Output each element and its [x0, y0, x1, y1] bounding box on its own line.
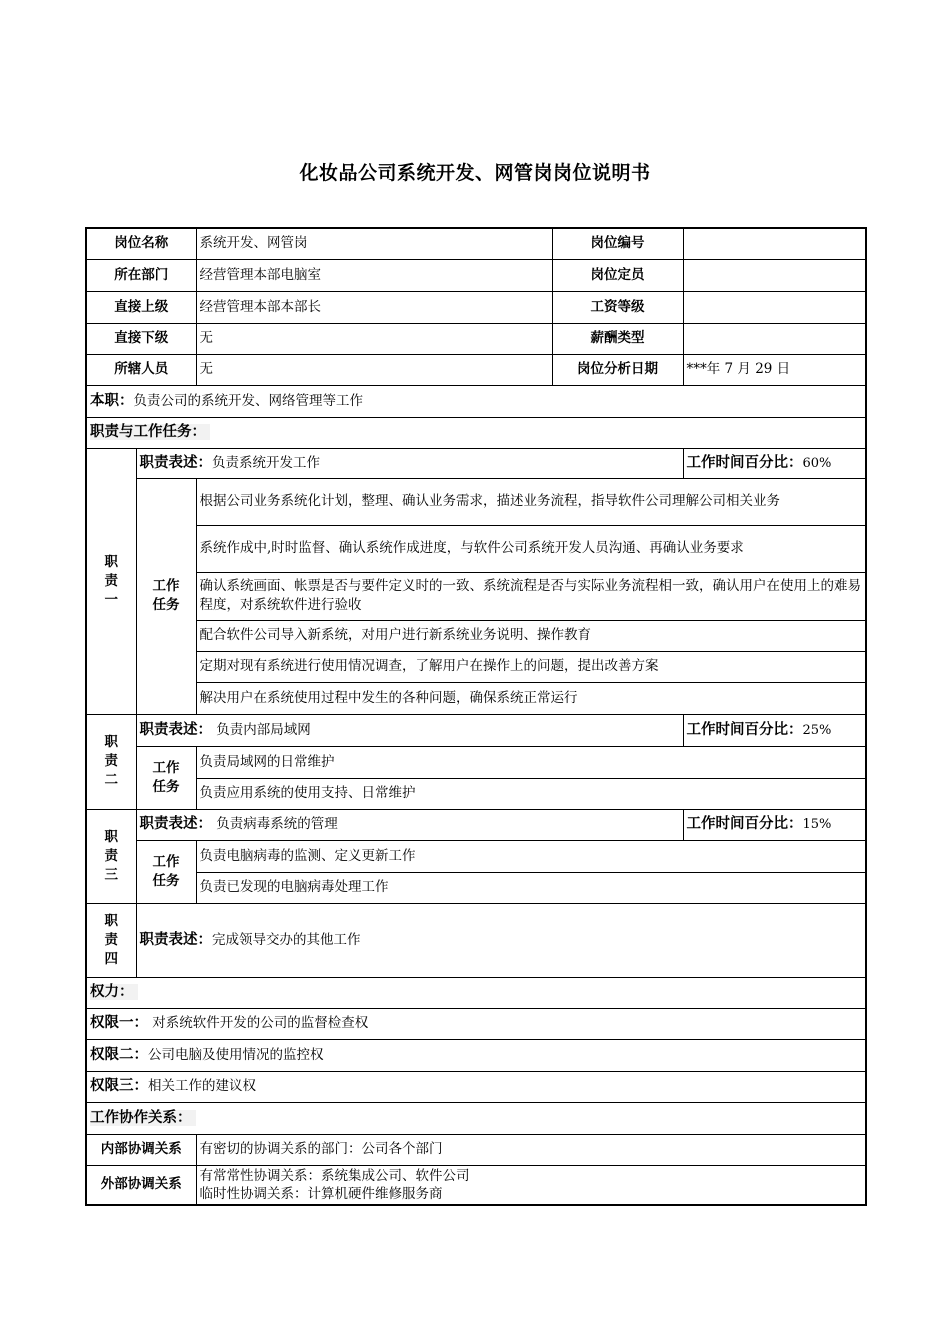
pay-type-value: [683, 323, 866, 354]
responsibility-2-task: 负责应用系统的使用支持、日常维护: [196, 778, 866, 809]
responsibility-1-task: 配合软件公司导入新系统，对用户进行新系统业务说明、操作教育: [196, 620, 866, 651]
power-heading: 权力：: [90, 984, 138, 1000]
quota-value: [683, 259, 866, 291]
internal-relations-label: 内部协调关系: [86, 1134, 196, 1165]
page-title: 化妆品公司系统开发、网管岗岗位说明书: [299, 162, 651, 184]
supervisor-value: 经营管理本部本部长: [196, 291, 552, 323]
power-item: 权限二：公司电脑及使用情况的监控权: [86, 1039, 866, 1071]
responsibility-3-label: 职 责 三: [86, 809, 136, 903]
department-value: 经营管理本部电脑室: [196, 259, 552, 291]
responsibility-1-task: 根据公司业务系统化计划，整理、确认业务需求，描述业务流程，指导软件公司理解公司相关业务: [196, 478, 866, 525]
staff-label: 所辖人员: [86, 354, 196, 385]
responsibility-1-task-label: 工作 任务: [136, 478, 196, 714]
responsibility-3-desc: 职责表述： 负责病毒系统的管理: [136, 809, 683, 840]
position-name-label: 岗位名称: [86, 228, 196, 259]
analysis-date-label: 岗位分析日期: [552, 354, 683, 385]
main-duty-label: 本职：: [90, 392, 134, 409]
responsibility-2-pct: 工作时间百分比：25%: [683, 714, 866, 746]
department-label: 所在部门: [86, 259, 196, 291]
analysis-date-value: ***年 7 月 29 日: [683, 354, 866, 385]
internal-relations-value: 有密切的协调关系的部门：公司各个部门: [196, 1134, 866, 1165]
responsibility-3-task-label: 工作 任务: [136, 840, 196, 903]
external-relations-value: 有常常性协调关系：系统集成公司、软件公司 临时性协调关系：计算机硬件维修服务商: [196, 1165, 866, 1205]
salary-grade-label: 工资等级: [552, 291, 683, 323]
responsibility-3-task: 负责已发现的电脑病毒处理工作: [196, 872, 866, 903]
relations-heading-row: [86, 1102, 866, 1134]
job-description-table: [85, 227, 867, 1206]
power-item: 权限一： 对系统软件开发的公司的监督检查权: [86, 1008, 866, 1039]
relations-heading: 工作协作关系：: [90, 1110, 196, 1126]
position-name-value: 系统开发、网管岗: [196, 228, 552, 259]
salary-grade-value: [683, 291, 866, 323]
main-duty-row: [86, 385, 866, 417]
power-item: 权限三：相关工作的建议权: [86, 1071, 866, 1102]
responsibility-4-desc: 职责表述：完成领导交办的其他工作: [136, 903, 866, 977]
supervisor-label: 直接上级: [86, 291, 196, 323]
tasks-heading-row: [86, 417, 866, 448]
external-relations-label: 外部协调关系: [86, 1165, 196, 1205]
subordinate-label: 直接下级: [86, 323, 196, 354]
responsibility-2-desc: 职责表述： 负责内部局域网: [136, 714, 683, 746]
staff-value: 无: [196, 354, 552, 385]
responsibility-1-desc: 职责表述：负责系统开发工作: [136, 448, 683, 478]
position-code-value: [683, 228, 866, 259]
responsibility-3-task: 负责电脑病毒的监测、定义更新工作: [196, 840, 866, 872]
responsibility-1-task: 定期对现有系统进行使用情况调查，了解用户在操作上的问题，提出改善方案: [196, 651, 866, 682]
main-duty-value: 负责公司的系统开发、网络管理等工作: [133, 392, 363, 409]
responsibility-3-pct: 工作时间百分比：15%: [683, 809, 866, 840]
subordinate-value: 无: [196, 323, 552, 354]
responsibility-1-task: 系统作成中,时时监督、确认系统作成进度，与软件公司系统开发人员沟通、再确认业务要求: [196, 525, 866, 572]
power-heading-row: [86, 977, 866, 1008]
responsibility-2-task: 负责局域网的日常维护: [196, 746, 866, 778]
pay-type-label: 薪酬类型: [552, 323, 683, 354]
responsibility-4-label: 职 责 四: [86, 903, 136, 977]
position-code-label: 岗位编号: [552, 228, 683, 259]
responsibility-1-label: 职 责 一: [86, 448, 136, 714]
responsibility-1-task: 解决用户在系统使用过程中发生的各种问题，确保系统正常运行: [196, 682, 866, 714]
responsibility-1-task: 确认系统画面、帐票是否与要件定义时的一致、系统流程是否与实际业务流程相一致，确认用户在使用上的难易程度，对系统软件进行验收: [196, 572, 866, 620]
quota-label: 岗位定员: [552, 259, 683, 291]
responsibility-2-label: 职 责 二: [86, 714, 136, 809]
responsibility-1-pct: 工作时间百分比：60%: [683, 448, 866, 478]
responsibility-2-task-label: 工作 任务: [136, 746, 196, 809]
tasks-heading: 职责与工作任务：: [90, 424, 210, 440]
